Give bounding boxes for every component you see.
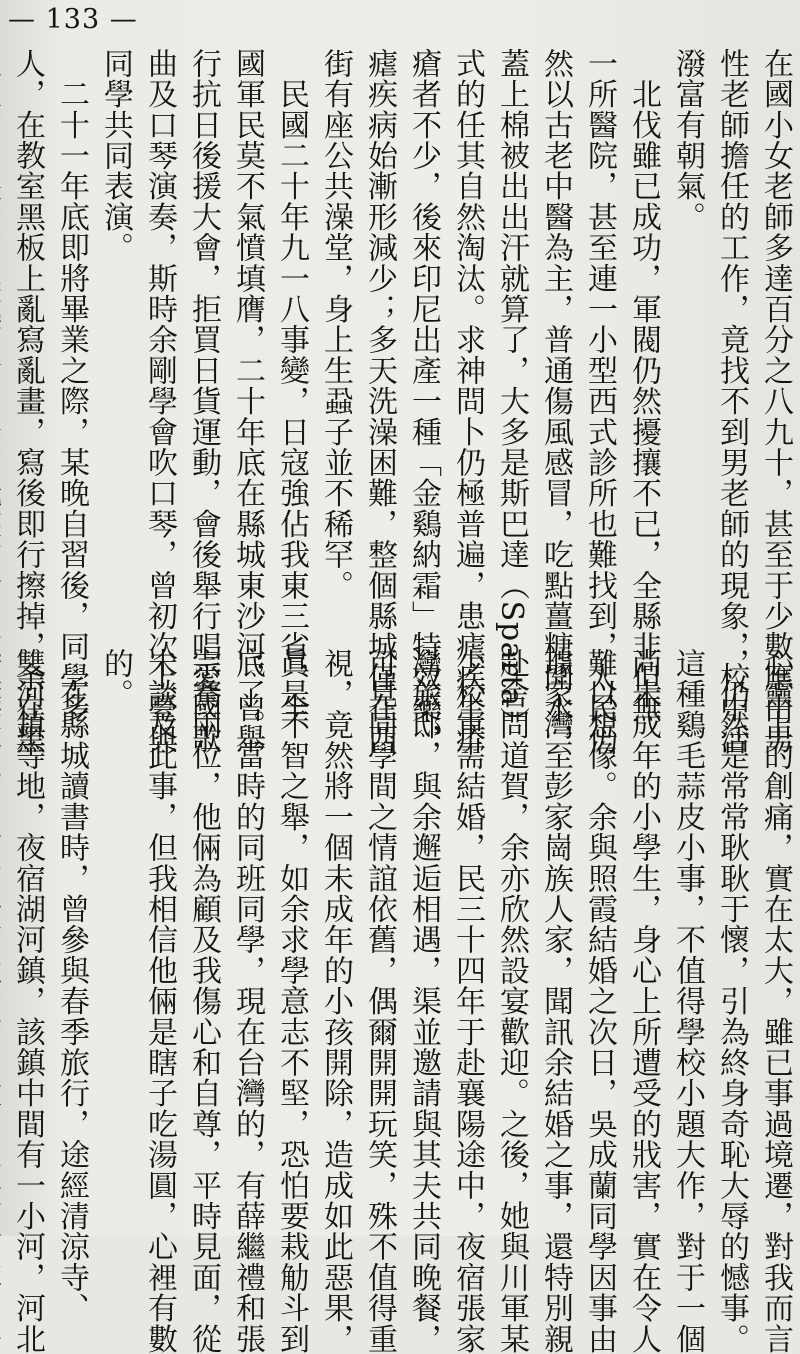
- text-column: 未談及此事，但我相信他倆是瞎子吃湯圓，心裡有數: [142, 648, 177, 1354]
- text-column: ，仍然是常常耿耿于懷，引為終身奇恥大辱的憾事。: [714, 648, 749, 1354]
- text-column: 少校軍需結婚，民三十四年于赴襄陽途中，夜宿張家: [450, 648, 485, 1354]
- text-column: 視，竟然將一個未成年的小孩開除，造成如此惡果，: [318, 648, 353, 1354]
- text-column: 民國二十年九一八事變，日寇強佔我東三省，全: [274, 48, 309, 724]
- text-column: 心靈上的創痛，實在太大，雖已事過境遷，對我而言: [758, 648, 793, 1354]
- text-column: 眞是不智之舉，如余求學意志不堅，恐怕要栽觔斗到: [274, 648, 309, 1354]
- text-column: 同學共同表演。: [98, 48, 133, 263]
- text-column: 式的任其自然淘汰。求神問卜仍極普遍，患瘧疾生疥: [450, 48, 485, 755]
- text-column: 國軍民莫不氣憤填膺，二十年底在縣城東沙河，曾舉: [230, 48, 265, 755]
- text-column: 璩家灣至彭家崗族人家，聞訊余結婚之事，還特別親: [538, 648, 573, 1354]
- text-column: 雙河鎮等地，夜宿湖河鎮，該鎮中間有一小河，河北: [10, 648, 45, 1354]
- text-column: 難以想像。余與照霞結婚之次日，吳成蘭同學因事由: [582, 648, 617, 1354]
- text-column: 行抗日後援大會，拒買日貨運動，會後舉行唱愛國歌: [186, 48, 221, 755]
- text-block-bottom: [0, 648, 793, 1354]
- text-column: 瘡者不少，後來印尼出產一種「金鷄納霜」特效藥，: [406, 48, 441, 755]
- text-column: 灣旅邸，與余邂逅相遇，渠並邀請與其夫共同晚餐，: [406, 648, 441, 1354]
- text-column: 宗騫兩位，他倆為顧及我傷心和自尊，平時見面，從: [186, 648, 221, 1354]
- text-column: 二十一年底即將畢業之際，某晚自習後，同學多: [54, 48, 89, 724]
- text-column: 曲及口琴演奏，斯時余剛學會吹口琴，曾初次上臺與: [142, 48, 177, 755]
- text-column: 潑富有朝氣。: [670, 48, 705, 233]
- text-column: 的。: [98, 648, 133, 710]
- text-column: 一所醫院，甚至連一小型西式診所也難找到，人民仍: [582, 48, 617, 755]
- text-column: 性老師擔任的工作，竟找不到男老師的現象，校中活: [714, 48, 749, 755]
- page-number: — 133 —: [8, 4, 138, 35]
- text-column: 可見同學間之情誼依舊，偶爾開開玩笑，殊不值得重: [362, 648, 397, 1354]
- text-column: 北伐雖已成功，軍閥仍然擾攘不已，全縣非但無: [626, 48, 661, 724]
- text-column: 在國小女老師多達百分之八九十，甚至于少數應由男: [758, 48, 793, 755]
- text-column: 蓋上棉被出出汗就算了，大多是斯巴達（Sparta）: [494, 48, 529, 738]
- text-column: 這種鷄毛蒜皮小事，不值得學校小題大作，對于一個: [670, 648, 705, 1354]
- text-column: 在縣城讀書時，曾參與春季旅行，途經清涼寺、: [54, 648, 89, 1324]
- text-column: 尚未成年的小學生，身心上所遭受的戕害，實在令人: [626, 648, 661, 1354]
- text-column: 人，在教室黑板上亂寫亂畫，寫後即行擦掉，余在黑: [10, 48, 45, 755]
- text-column: 然以古老中醫為主，普通傷風感冒，吃點薑糖開水，: [538, 48, 573, 755]
- text-column: 街有座公共澡堂，身上生蝨子並不稀罕。: [318, 48, 353, 601]
- text-block-top: [0, 48, 793, 755]
- text-column: 底了。當時的同班同學，現在台灣的，有薛繼禮和張: [230, 648, 265, 1354]
- text-column: 瘧疾病始漸形減少；多天洗澡困難，整個縣城僅在西: [362, 48, 397, 755]
- text-column: 赴舍問道賀，余亦欣然設宴歡迎。之後，她與川軍某: [494, 648, 529, 1354]
